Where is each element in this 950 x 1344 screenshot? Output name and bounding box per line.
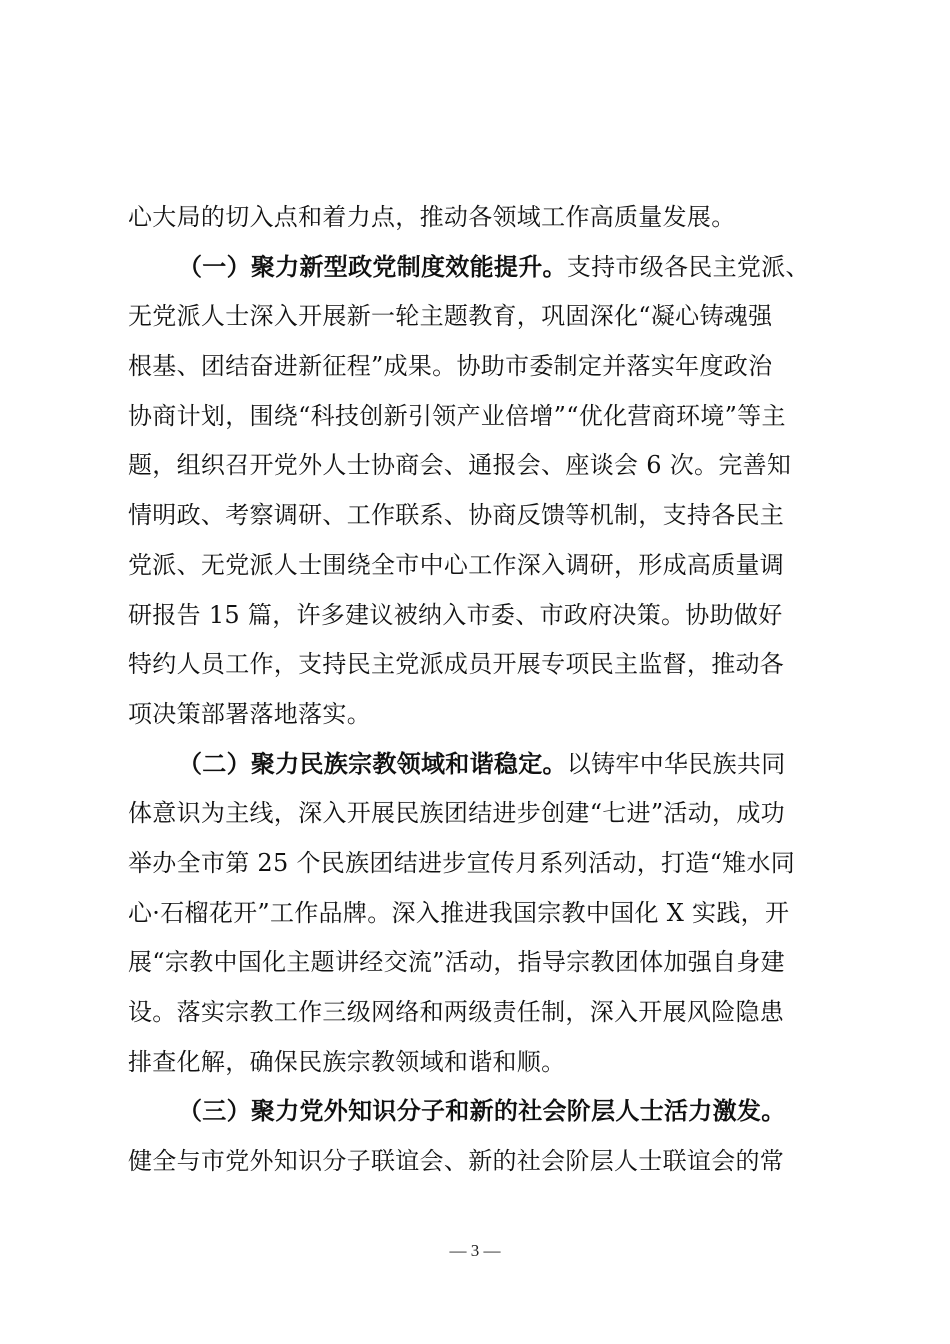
text-line (128, 838, 828, 888)
text-line (128, 639, 828, 689)
line-text: 题，组织召开党外人士协商会、通报会、座谈会 6 次。完善知 (128, 451, 792, 480)
text-line (128, 1136, 828, 1186)
text-line (128, 888, 828, 938)
text-line (128, 341, 828, 391)
text-line (128, 490, 828, 540)
page-number: — 3 — (449, 1241, 501, 1260)
line-text: 研报告 15 篇，许多建议被纳入市委、市政府决策。协助做好 (128, 600, 783, 629)
line-text: 设。落实宗教工作三级网络和两级责任制，深入开展风险隐患 (128, 998, 785, 1026)
text-line (128, 1086, 828, 1136)
text-line (128, 937, 828, 987)
text-line (128, 689, 828, 739)
section-heading: （一）聚力新型政党制度效能提升。 (178, 251, 567, 281)
line-text: 体意识为主线，深入开展民族团结进步创建“七进”活动，成功 (128, 799, 785, 828)
line-text: 心大局的切入点和着力点，推动各领域工作高质量发展。 (128, 203, 736, 231)
line-text: 以铸牢中华民族共同 (566, 749, 786, 778)
line-text: 协商计划，围绕“科技创新引领产业倍增”“优化营商环境”等主 (128, 401, 786, 430)
line-text: 举办全市第 25 个民族团结进步宣传月系列活动，打造“雉水同 (128, 848, 796, 877)
line-text: 特约人员工作，支持民主党派成员开展专项民主监督，推动各 (128, 650, 785, 679)
text-line (128, 1037, 828, 1087)
line-text: 排查化解，确保民族宗教领域和谐和顺。 (128, 1047, 566, 1076)
line-text: 无党派人士深入开展新一轮主题教育，巩固深化“凝心铸魂强 (128, 302, 773, 331)
line-text: 党派、无党派人士围绕全市中心工作深入调研，形成高质量调 (128, 550, 785, 579)
text-line (128, 242, 828, 292)
line-text: 情明政、考察调研、工作联系、协商反馈等机制，支持各民主 (128, 501, 785, 530)
line-text: 支持市级各民主党派、 (566, 252, 810, 281)
text-line (128, 987, 828, 1037)
text-line (128, 540, 828, 590)
line-text: 展“宗教中国化主题讲经交流”活动，指导宗教团体加强自身建 (128, 948, 785, 977)
line-text: 项决策部署落地落实。 (128, 699, 371, 728)
line-text: 健全与市党外知识分子联谊会、新的社会阶层人士联谊会的常 (128, 1147, 785, 1176)
text-line (128, 391, 828, 441)
text-line (128, 739, 828, 789)
line-text: 心·石榴花开”工作品牌。深入推进我国宗教中国化 X 实践，开 (128, 898, 790, 927)
text-line (128, 192, 828, 242)
section-heading: （二）聚力民族宗教领域和谐稳定。 (178, 748, 567, 778)
section-heading: （三）聚力党外知识分子和新的社会阶层人士活力激发。 (178, 1096, 786, 1126)
document-body (128, 192, 828, 1186)
text-line (128, 590, 828, 640)
line-text: 根基、团结奋进新征程”成果。协助市委制定并落实年度政治 (128, 352, 773, 381)
text-line (128, 291, 828, 341)
text-line (128, 788, 828, 838)
text-line (128, 440, 828, 490)
